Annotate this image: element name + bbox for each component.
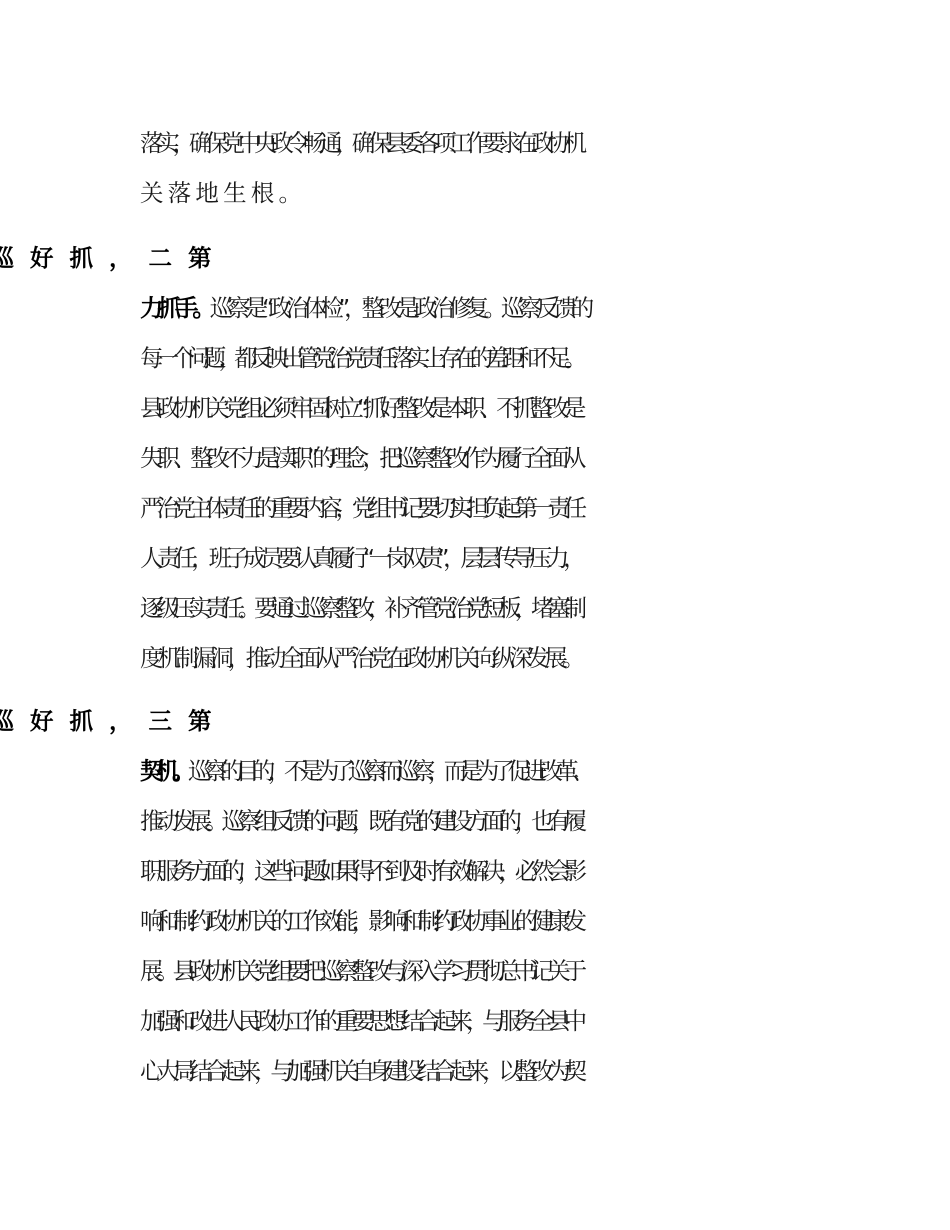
body-text: 失职、整改不力是渎职”的理念，把巡察整改作为履行全面从 — [140, 444, 580, 472]
body-text: 响和制约政协机关的工作效能，影响和制约政协事业的健康发 — [140, 907, 580, 935]
body-text: 展。县政协机关党组要把巡察整改与深入学习贯彻总书记关于 — [140, 957, 580, 985]
text-line — [140, 906, 820, 936]
text-line — [140, 443, 820, 473]
text-line — [140, 178, 820, 208]
text-line — [140, 1006, 820, 1036]
body-text: 加强和改进人民政协工作的重要思想结合起来，与服务全县中 — [140, 1007, 580, 1035]
text-line — [140, 293, 820, 323]
text-line — [140, 543, 820, 573]
text-line — [140, 393, 820, 423]
bold-heading-text: 力抓手。 — [140, 294, 210, 322]
body-text: 职服务方面的，这些问题如果得不到及时有效解决，必然会影 — [140, 857, 580, 885]
body-text: 人责任，班子成员要认真履行“一岗双责”，层层传导压力， — [140, 544, 581, 572]
text-line — [140, 643, 820, 673]
body-text: 落实，确保党中央政令畅通，确保县委各项工作要求在政协机 — [140, 129, 580, 157]
text-line — [140, 856, 820, 886]
bold-heading-text: 契机。 — [140, 757, 188, 785]
text-line — [140, 493, 820, 523]
body-text: 推动发展。巡察组反馈的问题，既有党的建设方面的，也有履 — [140, 807, 580, 835]
text-line — [140, 1056, 820, 1086]
text-line — [140, 756, 820, 786]
text-line — [140, 343, 820, 373]
text-line — [140, 806, 820, 836]
text-line — [188, 243, 868, 273]
body-text: 县政协机关党组必须牢固树立“抓好整改是本职、不抓整改是 — [140, 394, 580, 422]
body-text: 巡察的目的，不是为了巡察而巡察，而是为了促进改革、 — [187, 757, 588, 785]
body-text: 关落地生根。 — [140, 179, 307, 207]
body-text: 心大局结合起来，与加强机关自身建设结合起来，以整改为契 — [140, 1057, 580, 1085]
text-line — [140, 128, 820, 158]
body-text: 严治党主体责任的重要内容，党组书记要切实担负起第一责任 — [140, 494, 580, 522]
body-text: 度机制漏洞，推动全面从严治党在政协机关向纵深发展。 — [140, 644, 580, 672]
text-line — [188, 706, 868, 736]
text-line — [140, 956, 820, 986]
body-text: 逐级压实责任。要通过巡察整改，补齐管党治党短板，堵塞制 — [140, 594, 580, 622]
text-line — [140, 593, 820, 623]
body-text: 每一个问题，都反映出管党治党责任落实上存在的差距和不足。 — [140, 344, 580, 372]
body-text: 巡察是“政治体检”，整改是政治修复。巡察反馈的 — [209, 294, 589, 322]
